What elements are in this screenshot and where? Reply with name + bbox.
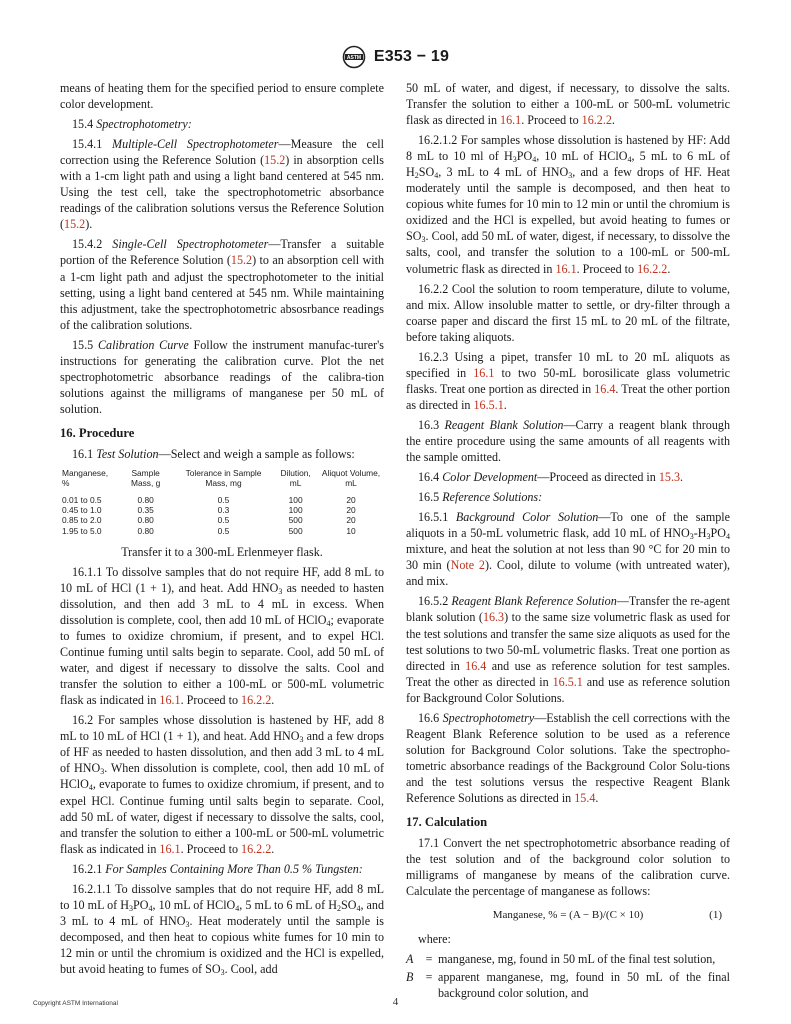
table-cell: 20	[346, 515, 356, 526]
section-15-4: 15.4 Spectrophotometry:	[72, 117, 192, 132]
table-cell: 0.80	[137, 525, 154, 536]
table-row	[60, 526, 384, 536]
section-16-2: 16.2 For samples whose dissolution is hastened by HF, add 8 mL to 10 mL of HCl (1 + 1), and heat. Add $HNO_3$ and a few drops of HF as needed to hasten dissolution, and then add 3 mL to 4 mL of $HNO_3$. When dissolution is complete, cool, then add 10 mL of HClO$_4$, evaporate to fumes to oxidize chromium, if present, and to expel HCl. Continue fuming until salts begin to separate. Cool, add 50 mL of water, digest if necessary to dissolve the salts, cool, and transfer the solution to either a 100-mL or 500-mL volumetric flask as indicated in 16.1. Proceed to 16.2.2.	[60, 713, 384, 856]
section-15-4-2: 15.4.2 Single-Cell Spectrophotometer—Transfer a suitable portion of the Reference Solution (15.2) to an absorption cell with a 1-cm light path and adjust the spectrophotometer to the initial setting, using a light band centered at 545 nm. While maintaining this adjustment, take the spectrophotometric absosrbance readings of the calibration solutions.	[60, 237, 384, 332]
cross-reference-link[interactable]: 16.2.2	[241, 841, 272, 856]
definition-equals: =	[425, 952, 433, 967]
table-header-row	[60, 468, 384, 495]
section-16-5-1: 16.5.1 Background Color Solution—To one of the sample aliquots in a 50-mL volumetric flask, add 10 mL of $HNO_3-H_3PO_4$ mixture, and heat the solution at not less than 90 °C for 20 min to 30 min (Note 2). Cool, dilute to volume (with untreated water), and mix.	[406, 510, 731, 589]
section-16-1: 16.1 Test Solution—Select and weigh a sample as follows:	[72, 446, 355, 461]
table-header-cell: Dilution, mL	[280, 468, 311, 489]
table-cell: 100	[288, 494, 303, 505]
cross-reference-link[interactable]: 16.1	[159, 841, 181, 856]
astm-logo-icon	[342, 44, 366, 70]
definition-equals: =	[425, 970, 433, 985]
section-15-4-1: 15.4.1 Multiple-Cell Spectrophotometer—Measure the cell correction using the Reference Solution (15.2) in absorption cells with a 1-cm light path and using a light band centered at 545 nm. Using the test cell, take the spectrophotometric absorbance readings of the calibration solutions versus the Reference Solution (15.2).	[60, 137, 384, 232]
section-heading-procedure: 16. Procedure	[60, 425, 135, 440]
definition-a	[406, 951, 730, 967]
cross-reference-link[interactable]: 16.2.2	[581, 113, 612, 128]
copyright-notice: Copyright ASTM International	[33, 1000, 118, 1007]
cross-reference-link[interactable]: 16.4	[465, 658, 487, 673]
table-header-cell: Tolerance in Sample Mass, mg	[185, 468, 262, 489]
table-cell: 0.80	[137, 494, 154, 505]
table-header-cell: Sample Mass, g	[130, 468, 161, 489]
table-cell: 500	[288, 515, 303, 526]
table-row	[60, 505, 384, 515]
cross-reference-link[interactable]: 16.2.2	[637, 261, 668, 276]
section-16-3: 16.3 Reagent Blank Solution—Carry a reagent blank through the entire procedure using the same amounts of all reagents with the sample omitted.	[406, 417, 730, 465]
section-16-2-2: 16.2.2 Cool the solution to room temperature, dilute to volume, and mix. Allow insoluble matter to settle, or dry-filter through a coarse paper and discard the first 15 mL to 20 mL of the filtrate, before taking aliquots.	[406, 281, 730, 344]
section-17-1: 17.1 Convert the net spectrophotometric absorbance reading of the test solution and of the background color solution to milligrams of manganese by means of the calibration curve. Calculate the percentage of manganese as follows:	[406, 836, 730, 899]
where-label: where:	[418, 932, 451, 947]
table-cell: 10	[346, 525, 356, 536]
table-cell: 0.80	[137, 515, 154, 526]
table-header-cell: Aliquot Volume, mL	[321, 468, 381, 489]
cross-reference-link[interactable]: 16.5.1	[552, 674, 583, 689]
section-16-5: 16.5 Reference Solutions:	[418, 490, 543, 505]
sample-mass-table	[60, 468, 384, 536]
equation-1	[406, 907, 730, 923]
table-cell: 0.5	[217, 494, 230, 505]
table-row	[60, 515, 384, 525]
table-cell: 0.3	[217, 504, 230, 515]
cross-reference-link[interactable]: 16.1	[159, 693, 181, 708]
cross-reference-link[interactable]: 16.2.2	[241, 693, 272, 708]
table-header-cell: Manganese, %	[62, 468, 109, 489]
table-row	[60, 495, 384, 505]
section-16-2-1: 16.2.1 For Samples Containing More Than 0.5 % Tungsten:	[72, 861, 363, 876]
left-column	[60, 80, 384, 981]
table-cell: 500	[288, 525, 303, 536]
section-16-2-3: 16.2.3 Using a pipet, transfer 10 mL to 20 mL aliquots as specified in 16.1 to two 50-mL borosilicate glass volumetric flasks. Treat one portion as directed in 16.4. Treat the other portion as directed in 16.5.1.	[406, 349, 731, 412]
table-cell: 0.5	[217, 525, 230, 536]
equation-text: Manganese, % = (A − B)/(C × 10)	[492, 909, 644, 922]
cross-reference-link[interactable]: 16.1	[500, 113, 522, 128]
section-16-1-1: 16.1.1 To dissolve samples that do not require HF, add 8 mL to 10 mL of HCl (1 + 1), and heat. Add $HNO_3$ as needed to hasten dissolution, and then add 3 mL to 4 mL in excess. When dissolution is complete, cool, then add 10 mL of HClO$_4$; evaporate to fumes to oxidize chromium, if present, and to expel HCl. Continue fuming until salts begin to separate. Cool, add 50 mL of water, and digest if necessary to dissolve the salts. Cool and transfer the solution to either a 100-mL or 500-mL volumetric flask as indicated in 16.1. Proceed to 16.2.2.	[60, 564, 385, 708]
table-cell: 0.35	[137, 504, 154, 515]
table-cell: 20	[346, 494, 356, 505]
table-cell: 0.5	[217, 515, 230, 526]
definition-text: manganese, mg, found in 50 mL of the final test solution,	[438, 952, 716, 967]
section-15-5: 15.5 Calibration Curve Follow the instrument manufac-turer's instructions for generating the calibration curve. Plot the net spectrophotometric absorbance readings of the calibra-tion solutions against the milligrams of manganese per 50 mL of solution.	[60, 337, 384, 416]
cross-reference-link[interactable]: 15.3	[658, 470, 681, 485]
table-cell: 100	[288, 504, 303, 515]
table-cell: 20	[346, 504, 356, 515]
table-cell: 0.85 to 2.0	[62, 515, 102, 526]
definition-symbol: A	[406, 952, 414, 967]
paragraph-continued: 50 mL of water, and digest, if necessary, to dissolve the salts. Transfer the solution to either a 100-mL or 500-mL volumetric flask as directed in 16.1. Proceed to 16.2.2.	[406, 81, 730, 128]
table-cell: 0.01 to 0.5	[62, 494, 102, 505]
after-table-text: Transfer it to a 300-mL Erlenmeyer flask.	[121, 544, 323, 559]
table-cell: 1.95 to 5.0	[62, 525, 102, 536]
cross-reference-link[interactable]: 16.3	[482, 610, 505, 625]
cross-reference-link[interactable]: Note 2	[450, 558, 485, 573]
svg-text:ASTM: ASTM	[346, 55, 361, 62]
equation-number: (1)	[709, 909, 722, 922]
cross-reference-link[interactable]: 15.4	[574, 790, 596, 805]
cross-reference-link[interactable]: 16.5.1	[473, 397, 504, 412]
cross-reference-link[interactable]: 15.2	[64, 217, 86, 232]
standard-code: E353 − 19	[373, 48, 450, 65]
section-16-2-1-2: 16.2.1.2 For samples whose dissolution is hastened by HF: Add 8 mL to 10 ml of $H_3PO_4$, 10 mL of HClO$_4$, 5 mL to 6 mL of $H_2SO_4$, 3 mL to 4 mL of $HNO_3$, and a few drops of HF. Heat moderately until the sample is decomposed, and then heat to copious white fumes for 10 min to 12 min or until the chromium is oxidized and the HCl is expelled, but avoid heating to fumes or $SO_3$. Cool, add 50 mL of water, digest, if necessary, to dissolve the salts, cool, and transfer the solution to a 100-mL or 500-mL volumetric flask as directed in 16.1. Proceed to 16.2.2.	[406, 133, 730, 276]
page-header	[0, 44, 791, 70]
cross-reference-link[interactable]: 16.1	[555, 261, 577, 276]
cross-reference-link[interactable]: 15.2	[264, 153, 286, 168]
paragraph-continued: means of heating them for the specified period to ensure complete color development.	[60, 81, 384, 112]
page-number: 4	[392, 996, 399, 1008]
section-16-2-1-1: 16.2.1.1 To dissolve samples that do not require HF, add 8 mL to 10 mL of $H_3PO_4$, 10 mL of HClO$_4$, 5 mL to 6 mL of $H_2SO_4$, and 3 mL to 4 mL of $HNO_3$. Heat moderately until the sample is decomposed, and then heat to copious white fumes for 10 min to 12 min or until the chromium is oxidized and the HCl is expelled, but avoid heating to fumes of $SO_3$. Cool, add	[60, 881, 385, 977]
section-16-4: 16.4 Color Development—Proceed as directed in 15.3.	[418, 470, 684, 485]
cross-reference-link[interactable]: 16.4	[594, 381, 616, 396]
cross-reference-link[interactable]: 16.1	[473, 365, 495, 380]
cross-reference-link[interactable]: 15.2	[230, 253, 253, 268]
section-heading-calculation: 17. Calculation	[406, 815, 488, 830]
section-16-5-2: 16.5.2 Reagent Blank Reference Solution—Transfer the re-agent blank solution (16.3) to the same size volumetric flask as used for the test solutions and transfer the same size aliquots as used for the test solutions to two 50-mL volumetric flasks. Treat one portion as directed in 16.4 and use as reference solution for test samples. Treat the other as directed in 16.5.1 and use as reference solution for Background Color Solutions.	[406, 594, 730, 705]
section-16-6: 16.6 Spectrophotometry—Establish the cell corrections with the Reagent Blank Reference solution to be used as a reference solution for Background Color solutions. Take the spectropho-tometric absorbance readings of the Background Color Solu-tions and the test solutions versus the respective Reagent Blank Reference Solutions as directed in 15.4.	[406, 710, 730, 805]
definition-symbol: B	[406, 970, 414, 985]
table-cell: 0.45 to 1.0	[62, 504, 102, 515]
definition-text: apparent manganese, mg, found in 50 mL of the final background color solution, and	[438, 970, 730, 1001]
right-column	[406, 80, 730, 1003]
